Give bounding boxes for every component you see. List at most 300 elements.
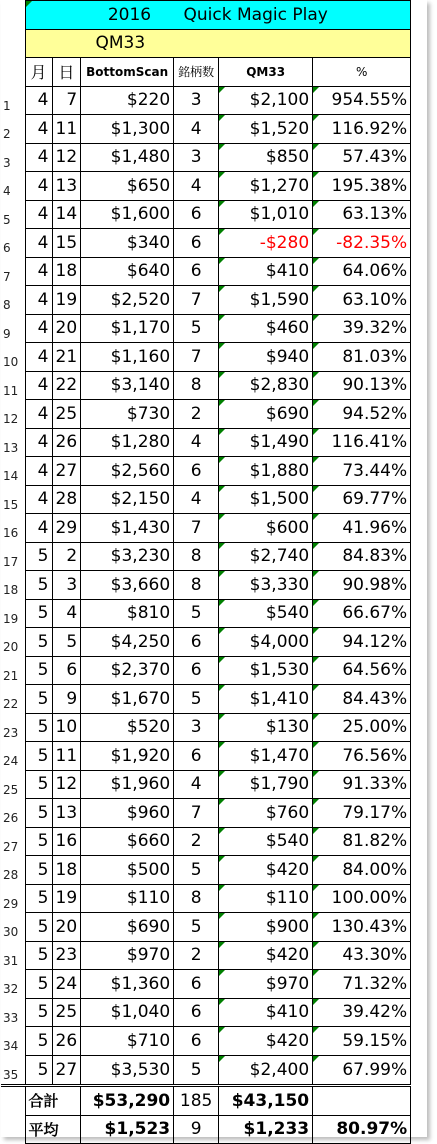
bottomscan-cell[interactable]: $1,360 [81,970,174,999]
table-row [1,799,411,828]
bottomscan-cell[interactable]: $4,250 [81,628,174,657]
table-row [1,172,411,201]
bottomscan-cell[interactable]: $2,370 [81,656,174,685]
row-number: 18 [1,571,25,600]
qm33-cell[interactable]: $1,410 [219,685,313,714]
day-cell[interactable]: 23 [52,941,81,970]
pct-cell[interactable]: 43.30% [313,941,411,970]
avg-qm33[interactable]: $1,233 [219,1115,313,1144]
pct-cell[interactable]: 130.43% [313,913,411,942]
qm33-cell[interactable]: $1,520 [219,115,313,144]
bottomscan-cell[interactable]: $1,600 [81,200,174,229]
pct-cell[interactable]: 63.10% [313,286,411,315]
avg-count[interactable]: 9 [174,1115,219,1144]
qm33-cell[interactable]: $1,500 [219,485,313,514]
row-number: 8 [1,286,25,315]
count-cell[interactable]: 8 [174,571,219,600]
day-cell[interactable]: 24 [52,970,81,999]
row-number: 27 [1,827,25,856]
qm33-cell[interactable]: $1,790 [219,770,313,799]
day-cell[interactable]: 13 [52,799,81,828]
header-bottomscan[interactable]: BottomScan [81,58,174,87]
month-cell[interactable]: 5 [25,913,52,942]
table-row [1,770,411,799]
bottomscan-cell[interactable]: $690 [81,913,174,942]
count-cell[interactable]: 5 [174,913,219,942]
day-cell[interactable]: 15 [52,229,81,258]
title-name: Quick Magic Play [183,4,328,25]
table-row [1,428,411,457]
row-number: 32 [1,970,25,999]
pct-cell[interactable]: 195.38% [313,172,411,201]
table-row [1,286,411,315]
row-number: 12 [1,400,25,429]
count-cell[interactable]: 6 [174,742,219,771]
month-cell[interactable]: 4 [25,229,52,258]
month-cell[interactable]: 5 [25,542,52,571]
row-number: 4 [1,172,25,201]
day-cell[interactable]: 27 [52,457,81,486]
pct-cell[interactable]: 64.56% [313,656,411,685]
bottomscan-cell[interactable]: $1,480 [81,143,174,172]
bottomscan-cell[interactable]: $1,040 [81,998,174,1027]
bottomscan-cell[interactable]: $1,170 [81,314,174,343]
pct-cell[interactable]: 25.00% [313,713,411,742]
qm33-cell[interactable]: $600 [219,514,313,543]
row-number: 5 [1,200,25,229]
qm33-cell[interactable]: $940 [219,343,313,372]
row-number: 20 [1,628,25,657]
table-row [1,628,411,657]
bottomscan-cell[interactable]: $1,160 [81,343,174,372]
count-cell[interactable]: 4 [174,770,219,799]
row-number: 19 [1,599,25,628]
avg-row [1,1115,411,1144]
month-cell[interactable]: 5 [25,884,52,913]
count-cell[interactable]: 6 [174,1027,219,1056]
row-number [1,58,25,87]
row-number: 10 [1,343,25,372]
row-number: 29 [1,884,25,913]
pct-cell[interactable]: 69.77% [313,485,411,514]
qm33-cell[interactable]: $2,740 [219,542,313,571]
month-cell[interactable]: 4 [25,143,52,172]
month-cell[interactable]: 5 [25,799,52,828]
month-cell[interactable]: 5 [25,685,52,714]
count-cell[interactable]: 8 [174,542,219,571]
month-cell[interactable]: 4 [25,86,52,115]
table-row [1,884,411,913]
count-cell[interactable]: 6 [174,457,219,486]
day-cell[interactable]: 19 [52,884,81,913]
count-cell[interactable]: 6 [174,656,219,685]
bottomscan-cell[interactable]: $220 [81,86,174,115]
qm33-cell[interactable]: $4,000 [219,628,313,657]
sum-count[interactable]: 185 [174,1085,219,1115]
month-cell[interactable]: 4 [25,400,52,429]
day-cell[interactable]: 16 [52,827,81,856]
pct-cell[interactable]: 84.83% [313,542,411,571]
row-number: 15 [1,485,25,514]
day-cell[interactable]: 6 [52,656,81,685]
qm33-cell[interactable]: $760 [219,799,313,828]
bottomscan-cell[interactable]: $710 [81,1027,174,1056]
month-cell[interactable]: 5 [25,827,52,856]
qm33-cell[interactable]: $410 [219,998,313,1027]
qm33-cell[interactable]: $1,470 [219,742,313,771]
bottomscan-cell[interactable]: $1,960 [81,770,174,799]
bottomscan-cell[interactable]: $110 [81,884,174,913]
month-cell[interactable]: 5 [25,998,52,1027]
table-row [1,143,411,172]
qm33-cell[interactable]: $1,490 [219,428,313,457]
pct-cell[interactable]: 39.42% [313,998,411,1027]
qm33-cell[interactable]: $110 [219,884,313,913]
row-number: 25 [1,770,25,799]
day-cell[interactable]: 7 [52,86,81,115]
row-number: 3 [1,143,25,172]
pct-cell[interactable]: 116.92% [313,115,411,144]
count-cell[interactable]: 6 [174,200,219,229]
month-cell[interactable]: 4 [25,457,52,486]
pct-cell[interactable]: 79.17% [313,799,411,828]
day-cell[interactable]: 11 [52,742,81,771]
count-cell[interactable]: 5 [174,314,219,343]
day-cell[interactable]: 18 [52,257,81,286]
bottomscan-cell[interactable]: $1,920 [81,742,174,771]
month-cell[interactable]: 5 [25,970,52,999]
header-pct[interactable]: % [313,58,411,87]
bottomscan-cell[interactable]: $730 [81,400,174,429]
month-cell[interactable]: 5 [25,856,52,885]
pct-cell[interactable]: 116.41% [313,428,411,457]
day-cell[interactable]: 4 [52,599,81,628]
row-number: 23 [1,713,25,742]
qm33-cell[interactable]: $900 [219,913,313,942]
table-row [1,998,411,1027]
pct-cell[interactable]: 94.12% [313,628,411,657]
count-cell[interactable]: 5 [174,599,219,628]
count-cell[interactable]: 2 [174,827,219,856]
pct-cell[interactable]: 57.43% [313,143,411,172]
qm33-cell[interactable]: $1,270 [219,172,313,201]
day-cell[interactable]: 20 [52,314,81,343]
count-cell[interactable]: 7 [174,286,219,315]
qm33-cell[interactable]: $970 [219,970,313,999]
sum-row [1,1085,411,1115]
table-row [1,1055,411,1085]
header-day[interactable]: 日 [52,58,81,87]
day-cell[interactable]: 19 [52,286,81,315]
table-row [1,542,411,571]
row-number [1,1115,25,1144]
month-cell[interactable]: 5 [25,1055,52,1085]
month-cell[interactable]: 4 [25,485,52,514]
table-row [1,599,411,628]
count-cell[interactable]: 3 [174,86,219,115]
pct-cell[interactable]: 90.98% [313,571,411,600]
header-month[interactable]: 月 [25,58,52,87]
day-cell[interactable]: 9 [52,685,81,714]
bottomscan-cell[interactable]: $2,560 [81,457,174,486]
qm33-cell[interactable]: $1,010 [219,200,313,229]
bottomscan-cell[interactable]: $3,660 [81,571,174,600]
table-row [1,742,411,771]
month-cell[interactable]: 4 [25,115,52,144]
bottomscan-cell[interactable]: $2,520 [81,286,174,315]
month-cell[interactable]: 5 [25,770,52,799]
qm33-cell[interactable]: $540 [219,599,313,628]
header-qm33[interactable]: QM33 [219,58,313,87]
bottomscan-cell[interactable]: $500 [81,856,174,885]
row-number [1,1085,25,1115]
sum-label[interactable]: 合計 [25,1085,81,1115]
day-cell[interactable]: 29 [52,514,81,543]
pct-cell[interactable]: 84.00% [313,856,411,885]
table-row [1,970,411,999]
day-cell[interactable]: 11 [52,115,81,144]
count-cell[interactable]: 6 [174,998,219,1027]
count-cell[interactable]: 6 [174,229,219,258]
count-cell[interactable]: 7 [174,514,219,543]
row-number: 22 [1,685,25,714]
pct-cell[interactable]: 76.56% [313,742,411,771]
qm33-cell[interactable]: -$280 [219,229,313,258]
row-number: 35 [1,1055,25,1085]
qm33-cell[interactable]: $2,400 [219,1055,313,1085]
bottomscan-cell[interactable]: $2,150 [81,485,174,514]
count-cell[interactable]: 5 [174,1055,219,1085]
count-cell[interactable]: 6 [174,257,219,286]
month-cell[interactable]: 4 [25,371,52,400]
count-cell[interactable]: 3 [174,713,219,742]
table-row [1,1027,411,1056]
count-cell[interactable]: 4 [174,115,219,144]
row-number: 33 [1,998,25,1027]
title-cell[interactable] [25,1,411,30]
pct-cell[interactable]: 84.43% [313,685,411,714]
bottomscan-cell[interactable]: $1,430 [81,514,174,543]
qm33-cell[interactable]: $420 [219,856,313,885]
pct-cell[interactable]: 81.03% [313,343,411,372]
row-number: 34 [1,1027,25,1056]
pct-cell[interactable]: 39.32% [313,314,411,343]
day-cell[interactable]: 3 [52,571,81,600]
day-cell[interactable]: 5 [52,628,81,657]
count-cell[interactable]: 6 [174,628,219,657]
pct-cell[interactable]: 90.13% [313,371,411,400]
pct-cell[interactable]: 81.82% [313,827,411,856]
day-cell[interactable]: 18 [52,856,81,885]
corner-cell [1,1,25,30]
bottomscan-cell[interactable]: $1,670 [81,685,174,714]
month-cell[interactable]: 5 [25,941,52,970]
month-cell[interactable]: 4 [25,200,52,229]
sum-pct[interactable] [313,1085,411,1115]
row-number: 31 [1,941,25,970]
table-row [1,827,411,856]
day-cell[interactable]: 25 [52,998,81,1027]
sum-bottomscan[interactable]: $53,290 [81,1085,174,1115]
day-cell[interactable]: 25 [52,400,81,429]
pct-cell[interactable]: 59.15% [313,1027,411,1056]
bottomscan-cell[interactable]: $960 [81,799,174,828]
pct-cell[interactable]: 63.13% [313,200,411,229]
bottomscan-cell[interactable]: $340 [81,229,174,258]
pct-cell[interactable]: 91.33% [313,770,411,799]
qm33-cell[interactable]: $2,830 [219,371,313,400]
month-cell[interactable]: 5 [25,1027,52,1056]
bottomscan-cell[interactable]: $640 [81,257,174,286]
count-cell[interactable]: 7 [174,343,219,372]
qm33-cell[interactable]: $1,530 [219,656,313,685]
bottomscan-cell[interactable]: $3,140 [81,371,174,400]
pct-cell[interactable]: 66.67% [313,599,411,628]
month-cell[interactable]: 5 [25,571,52,600]
row-number: 14 [1,457,25,486]
table-row [1,713,411,742]
count-cell[interactable]: 4 [174,428,219,457]
count-cell[interactable]: 8 [174,371,219,400]
table-row [1,856,411,885]
table-row [1,257,411,286]
row-number: 21 [1,656,25,685]
month-cell[interactable]: 4 [25,172,52,201]
count-cell[interactable]: 2 [174,400,219,429]
month-cell[interactable]: 5 [25,742,52,771]
table-row [1,86,411,115]
qm33-cell[interactable]: $540 [219,827,313,856]
count-cell[interactable]: 5 [174,685,219,714]
qm33-cell[interactable]: $420 [219,941,313,970]
count-cell[interactable]: 8 [174,884,219,913]
bottomscan-cell[interactable]: $3,530 [81,1055,174,1085]
bottomscan-cell[interactable]: $1,300 [81,115,174,144]
qm33-cell[interactable]: $460 [219,314,313,343]
day-cell[interactable]: 13 [52,172,81,201]
sum-qm33[interactable]: $43,150 [219,1085,313,1115]
table-row [1,314,411,343]
row-number: 17 [1,542,25,571]
table-row [1,913,411,942]
qm33-cell[interactable]: $690 [219,400,313,429]
qm33-cell[interactable]: $2,100 [219,86,313,115]
bottomscan-cell[interactable]: $810 [81,599,174,628]
pct-cell[interactable]: 41.96% [313,514,411,543]
qm33-cell[interactable]: $3,330 [219,571,313,600]
table-row [1,229,411,258]
qm33-cell[interactable]: $410 [219,257,313,286]
count-cell[interactable]: 3 [174,143,219,172]
count-cell[interactable]: 6 [174,970,219,999]
month-cell[interactable]: 5 [25,656,52,685]
table-row [1,685,411,714]
month-cell[interactable]: 5 [25,599,52,628]
header-count[interactable]: 銘柄数 [174,58,219,87]
day-cell[interactable]: 20 [52,913,81,942]
row-number: 1 [1,86,25,115]
day-cell[interactable]: 28 [52,485,81,514]
row-number: 28 [1,856,25,885]
bottomscan-cell[interactable]: $520 [81,713,174,742]
pct-cell[interactable]: 954.55% [313,86,411,115]
qm33-cell[interactable]: $850 [219,143,313,172]
row-number: 2 [1,115,25,144]
bottomscan-cell[interactable]: $970 [81,941,174,970]
bottomscan-cell[interactable]: $650 [81,172,174,201]
qm33-cell[interactable]: $1,880 [219,457,313,486]
qm33-cell[interactable]: $420 [219,1027,313,1056]
day-cell[interactable]: 10 [52,713,81,742]
day-cell[interactable]: 12 [52,143,81,172]
results-table [1,0,411,1144]
day-cell[interactable]: 27 [52,1055,81,1085]
month-cell[interactable]: 4 [25,343,52,372]
day-cell[interactable]: 21 [52,343,81,372]
row-number: 30 [1,913,25,942]
pct-cell[interactable]: -82.35% [313,229,411,258]
table-row [1,656,411,685]
day-cell[interactable]: 26 [52,1027,81,1056]
row-number: 11 [1,371,25,400]
qm33-cell[interactable]: $130 [219,713,313,742]
month-cell[interactable]: 4 [25,257,52,286]
table-row [1,571,411,600]
month-cell[interactable]: 4 [25,286,52,315]
pct-cell[interactable]: 73.44% [313,457,411,486]
table-row [1,115,411,144]
count-cell[interactable]: 4 [174,485,219,514]
bottomscan-cell[interactable]: $3,230 [81,542,174,571]
month-cell[interactable]: 5 [25,628,52,657]
avg-label[interactable]: 平均 [25,1115,81,1144]
day-cell[interactable]: 22 [52,371,81,400]
bottomscan-cell[interactable]: $1,280 [81,428,174,457]
pct-cell[interactable]: 71.32% [313,970,411,999]
day-cell[interactable]: 2 [52,542,81,571]
count-cell[interactable]: 5 [174,856,219,885]
day-cell[interactable]: 14 [52,200,81,229]
count-cell[interactable]: 2 [174,941,219,970]
day-cell[interactable]: 26 [52,428,81,457]
month-cell[interactable]: 5 [25,713,52,742]
avg-bottomscan[interactable]: $1,523 [81,1115,174,1144]
count-cell[interactable]: 7 [174,799,219,828]
pct-cell[interactable]: 94.52% [313,400,411,429]
avg-pct[interactable]: 80.97% [313,1115,411,1144]
table-row [1,400,411,429]
table-row [1,200,411,229]
row-number: 7 [1,257,25,286]
row-number: 16 [1,514,25,543]
pct-cell[interactable]: 64.06% [313,257,411,286]
subtitle-cell[interactable]: QM33 [25,29,411,58]
table-row [1,457,411,486]
qm33-cell[interactable]: $1,590 [219,286,313,315]
table-row [1,514,411,543]
month-cell[interactable]: 4 [25,514,52,543]
pct-cell[interactable]: 67.99% [313,1055,411,1085]
pct-cell[interactable]: 100.00% [313,884,411,913]
day-cell[interactable]: 12 [52,770,81,799]
row-number: 24 [1,742,25,771]
title-year: 2016 [107,4,152,25]
bottomscan-cell[interactable]: $660 [81,827,174,856]
month-cell[interactable]: 4 [25,428,52,457]
month-cell[interactable]: 4 [25,314,52,343]
count-cell[interactable]: 4 [174,172,219,201]
table-row [1,371,411,400]
